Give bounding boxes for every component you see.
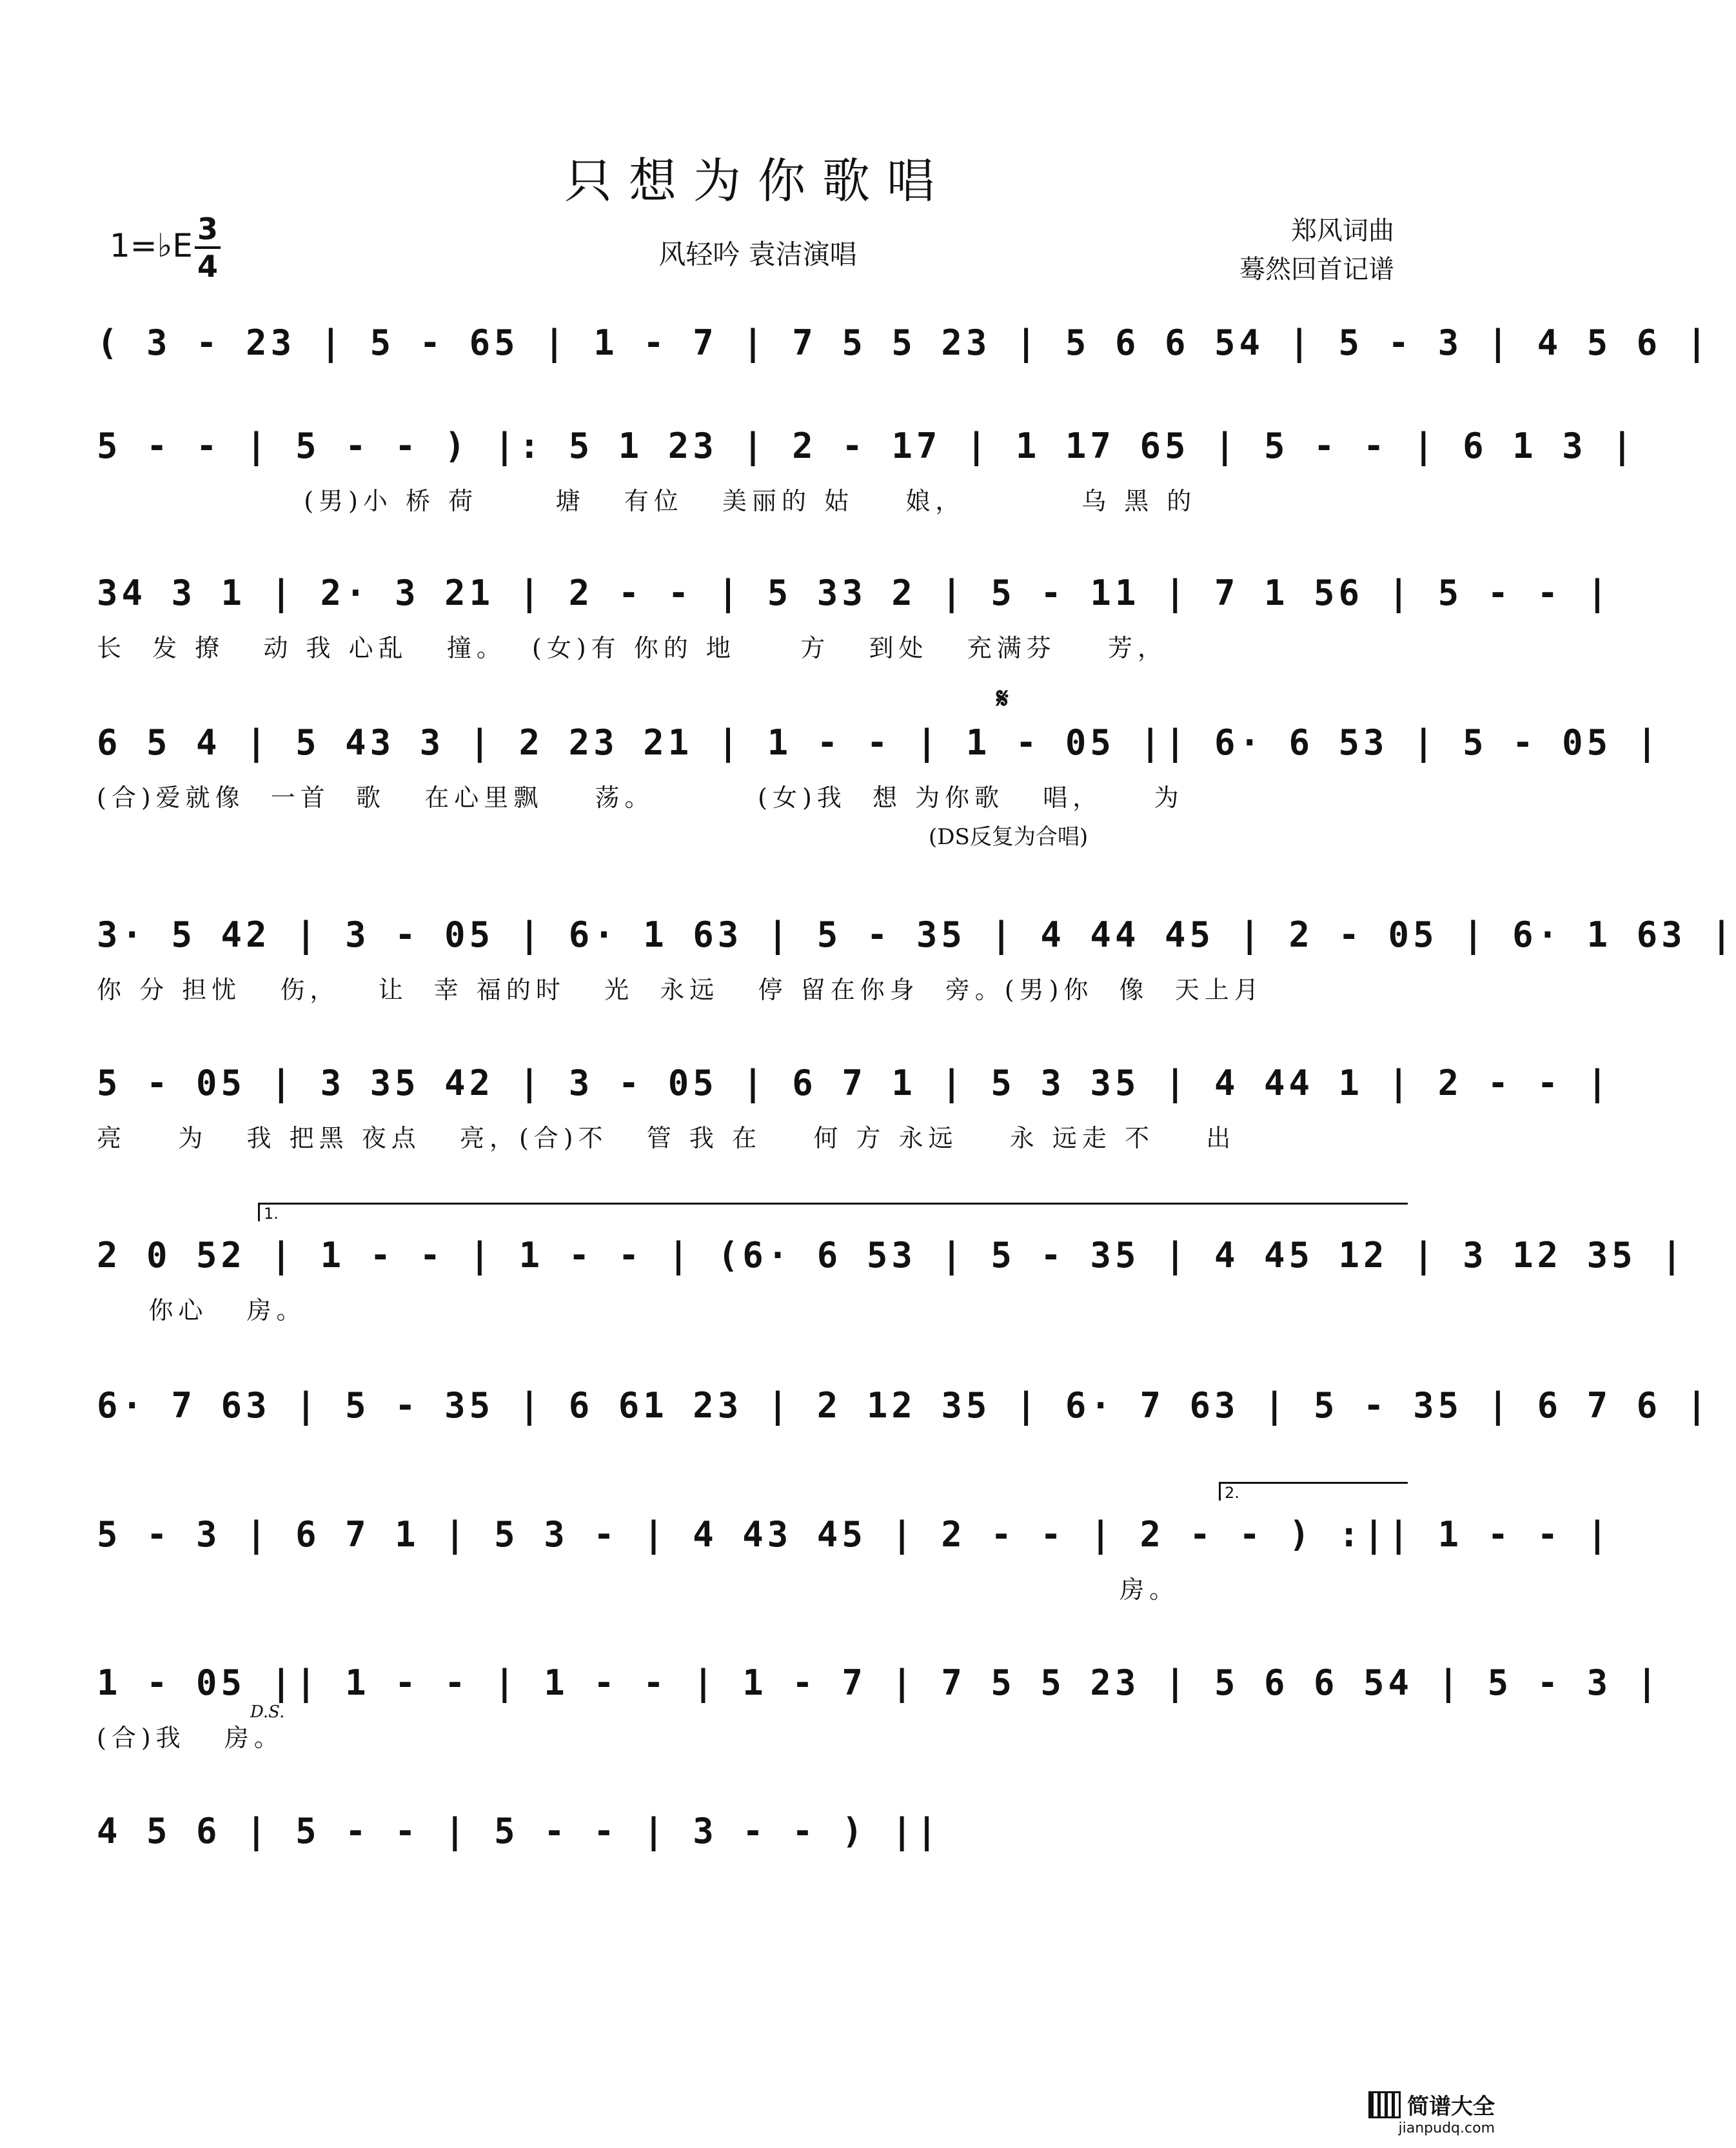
notes: 5 - 05 | 3 35 42 | 3 - 05 | 6 7 1 | 5 3 35 | 4 44 1 | 2 - - | — [97, 1063, 1612, 1103]
notes: 5 - 3 | 6 7 1 | 5 3 - | 4 43 45 | 2 - - | 2 - - ) :|| 1 - - | — [97, 1514, 1612, 1555]
lyrics: 长 发 撩 动 我 心乱 撞。 (女)有 你的 地 方 到处 充满芬 芳， — [97, 634, 1168, 662]
ds-note: (DS反复为合唱) — [929, 824, 1089, 850]
lyrics: 亮 为 我 把黑 夜点 亮，(合)不 管 我 在 何 方 永远 永 远走 不 出 — [97, 1124, 1236, 1152]
notes: ( 3 - 23 | 5 - 65 | 1 - 7 | 7 5 5 23 | 5 6 6 54 | 5 - 3 | 4 5 6 | — [97, 322, 1711, 363]
footer-url: jianpudq.com — [1398, 2120, 1495, 2136]
time-signature-bottom: 4 — [197, 249, 218, 284]
footer-brand — [1368, 2089, 1495, 2120]
notes: 4 5 6 | 5 - - | 5 - - | 3 - - ) || — [97, 1811, 942, 1851]
notes: 2 0 52 | 1 - - | 1 - - | (6· 6 53 | 5 - 35 | 4 45 12 | 3 12 35 | — [97, 1235, 1686, 1276]
footer-brand-text: 简谱大全 — [1407, 2094, 1495, 2120]
volta-2-label: 2. — [1225, 1484, 1239, 1502]
footer-watermark — [1368, 2089, 1495, 2136]
lyrics: (合)爱就像 一首 歌 在心里飘 荡。 (女)我 想 为你歌 唱， 为 — [97, 783, 1184, 812]
notes: 3· 5 42 | 3 - 05 | 6· 1 63 | 5 - 35 | 4 44 45 | 2 - 05 | 6· 1 63 | — [97, 914, 1736, 955]
notes: 6· 7 63 | 5 - 35 | 6 61 23 | 2 12 35 | 6· 7 63 | 5 - 35 | 6 7 6 | — [97, 1385, 1711, 1426]
page-title: 只想为你歌唱 — [564, 153, 951, 209]
lyrics: 房。 — [97, 1575, 1179, 1604]
time-signature-top: 3 — [197, 212, 218, 246]
segno-icon: 𝄋 — [996, 682, 1009, 715]
composer: 郑风词曲 — [1291, 216, 1394, 246]
volta-1-label: 1. — [264, 1205, 279, 1223]
volta-1 — [258, 1203, 1408, 1221]
transcriber: 蓦然回首记谱 — [1239, 255, 1394, 284]
lyrics: 你 分 担忧 伤， 让 幸 福的时 光 永远 停 留在你身 旁。(男)你 像 天上月 — [97, 976, 1264, 1004]
lyrics: (合)我 房。 — [97, 1724, 284, 1752]
lyrics: 你心 房。 — [97, 1296, 306, 1325]
lyrics: (男)小 桥 荷 塘 有位 美丽的 姑 娘， 乌 黑 的 — [97, 487, 1197, 515]
credits — [1239, 212, 1394, 289]
volta-2 — [1219, 1482, 1408, 1501]
notes: 5 - - | 5 - - ) |: 5 1 23 | 2 - 17 | 1 17 65 | 5 - - | 6 1 3 | — [97, 426, 1637, 466]
key-signature: 1=♭E — [110, 227, 193, 264]
notes: 6 5 4 | 5 43 3 | 2 23 21 | 1 - - | 1 - 05 || 6· 6 53 | 5 - 05 | — [97, 722, 1662, 763]
singers: 风轻吟 袁洁演唱 — [658, 239, 857, 270]
notes: 34 3 1 | 2· 3 21 | 2 - - | 5 33 2 | 5 - 11 | 7 1 56 | 5 - - | — [97, 573, 1612, 613]
piano-icon — [1368, 2091, 1401, 2118]
ds-marking: D.S. — [250, 1702, 285, 1722]
notes: 1 - 05 || 1 - - | 1 - - | 1 - 7 | 7 5 5 23 | 5 6 6 54 | 5 - 3 | — [97, 1662, 1662, 1703]
